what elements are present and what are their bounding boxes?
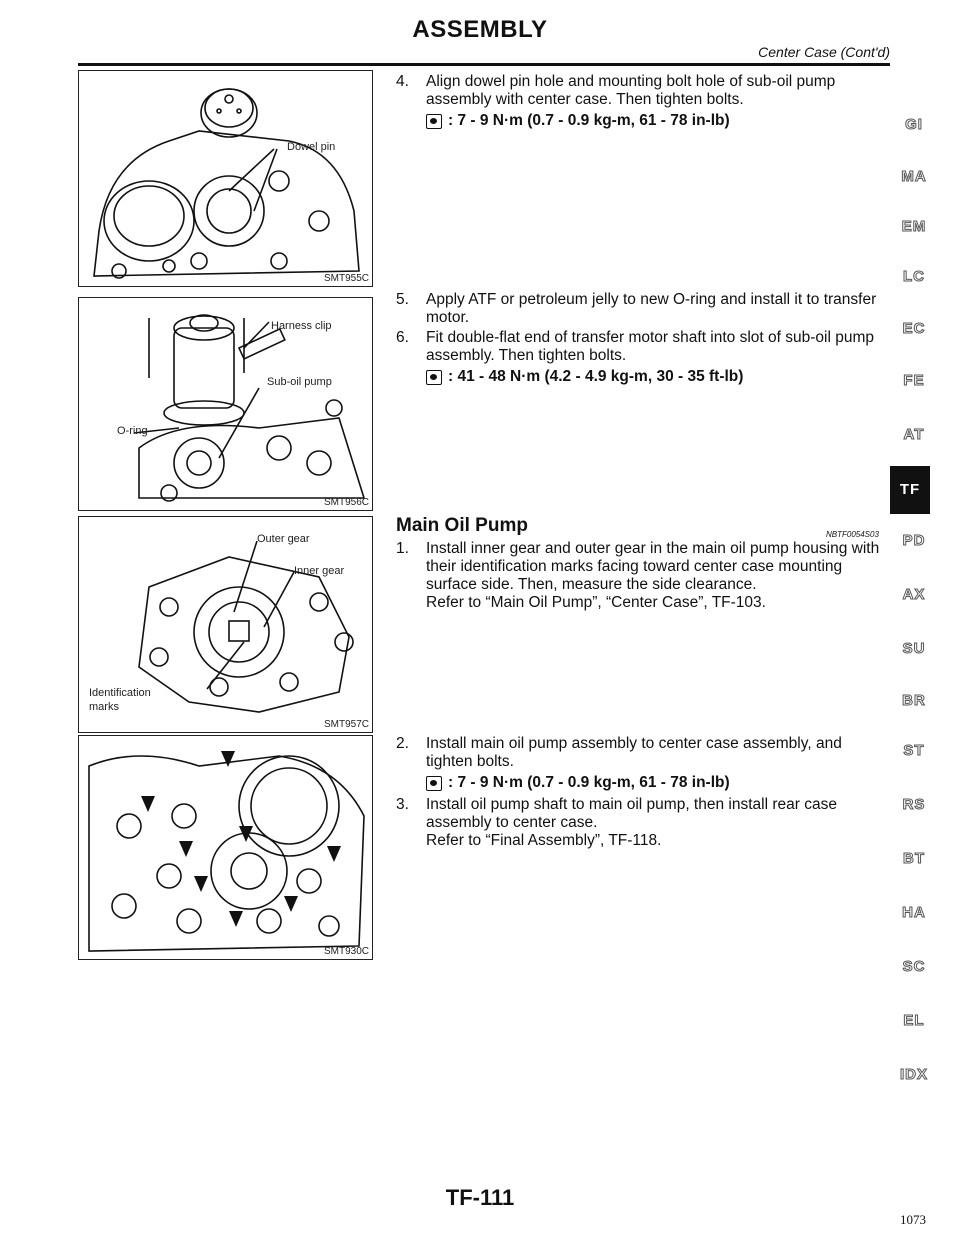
section-code: NBTF0054S03 [826,530,879,539]
section-heading: Main Oil Pump [396,515,528,536]
step-reference: Refer to “Final Assembly”, TF-118. [426,832,662,849]
step-text: Install inner gear and outer gear in the main oil pump housing with their identification marks facing toward center case mounting surface side. Then, measure the side clearance. [426,540,880,593]
figure-code: SMT955C [323,273,369,284]
side-tab-ax[interactable]: AX [902,586,926,603]
torque-spec [426,774,882,792]
main-pump-step-2 [396,735,882,792]
side-tab-sc[interactable]: SC [902,958,926,975]
torque-wrench-icon [426,370,442,385]
step-number: 1. [396,540,409,557]
side-tab-ec[interactable]: EC [902,320,926,337]
torque-value: : 41 - 48 N·m (4.2 - 4.9 kg-m, 30 - 35 ft-lb) [448,368,744,385]
page-number: TF-111 [445,1185,515,1210]
side-tab-pd[interactable]: PD [902,532,926,549]
section-subtitle: Center Case (Cont'd) [758,44,890,60]
step-number: 2. [396,735,409,752]
figure-code: SMT930C [323,946,369,957]
torque-wrench-icon [426,114,442,129]
pump-bolts-illustration [79,736,372,959]
dowel-pin-illustration [79,71,372,286]
side-tab-el[interactable]: EL [903,1012,925,1029]
side-tab-bt[interactable]: BT [903,850,925,867]
callout-marks: marks [89,701,119,713]
figure-code: SMT956C [323,497,369,508]
side-tab-idx[interactable]: IDX [899,1066,928,1083]
side-tab-tf[interactable]: TF [890,466,930,514]
page-title: ASSEMBLY [412,16,548,43]
header-rule [78,63,890,66]
step-number: 5. [396,291,409,308]
step-5 [396,291,882,327]
figure-dowel-pin [78,70,373,287]
torque-value: : 7 - 9 N·m (0.7 - 0.9 kg-m, 61 - 78 in-lb) [448,774,730,791]
step-number: 6. [396,329,409,346]
step-text: Align dowel pin hole and mounting bolt hole of sub-oil pump assembly with center case. Then tighten bolts. [426,73,836,108]
figure-main-oil-pump-gears [78,516,373,733]
step-text: Install oil pump shaft to main oil pump, then install rear case assembly to center case. [426,796,837,831]
main-pump-step-3 [396,796,882,850]
figure-sub-oil-pump [78,297,373,511]
torque-value: : 7 - 9 N·m (0.7 - 0.9 kg-m, 61 - 78 in-lb) [448,112,730,129]
side-tab-gi[interactable]: GI [905,116,923,133]
step-number: 4. [396,73,409,90]
step-text: Fit double-flat end of transfer motor shaft into slot of sub-oil pump assembly. Then tighten bolts. [426,329,875,364]
step-text: Apply ATF or petroleum jelly to new O-ring and install it to transfer motor. [426,291,877,326]
side-tab-br[interactable]: BR [902,692,926,709]
side-tab-su[interactable]: SU [902,640,926,657]
callout-dowel-pin: Dowel pin [287,141,336,153]
figure-code: SMT957C [323,719,369,730]
callout-o-ring: O-ring [117,425,148,437]
main-pump-step-1 [396,540,882,612]
figure-pump-bolts [78,735,373,960]
side-tab-ma[interactable]: MA [901,168,927,185]
side-tab-st[interactable]: ST [903,742,925,759]
step-number: 3. [396,796,409,813]
corner-page-number: 1073 [900,1212,926,1227]
callout-inner-gear: Inner gear [294,565,345,577]
side-tab-fe[interactable]: FE [903,372,925,389]
side-tab-lc[interactable]: LC [903,268,925,285]
callout-identification: Identification [89,687,151,699]
callout-harness-clip: Harness clip [271,320,332,332]
callout-sub-oil-pump: Sub-oil pump [267,376,332,388]
oil-pump-gears-illustration [79,517,372,732]
side-tab-ha[interactable]: HA [902,904,926,921]
torque-wrench-icon [426,776,442,791]
side-tab-rs[interactable]: RS [902,796,926,813]
step-reference: Refer to “Main Oil Pump”, “Center Case”, TF-103. [426,594,766,611]
step-4 [396,73,882,130]
side-tab-at[interactable]: AT [903,426,925,443]
torque-spec [426,112,882,130]
step-6 [396,329,882,386]
side-tab-em[interactable]: EM [901,218,927,235]
torque-spec [426,368,882,386]
callout-outer-gear: Outer gear [257,533,310,545]
step-text: Install main oil pump assembly to center case assembly, and tighten bolts. [426,735,842,770]
